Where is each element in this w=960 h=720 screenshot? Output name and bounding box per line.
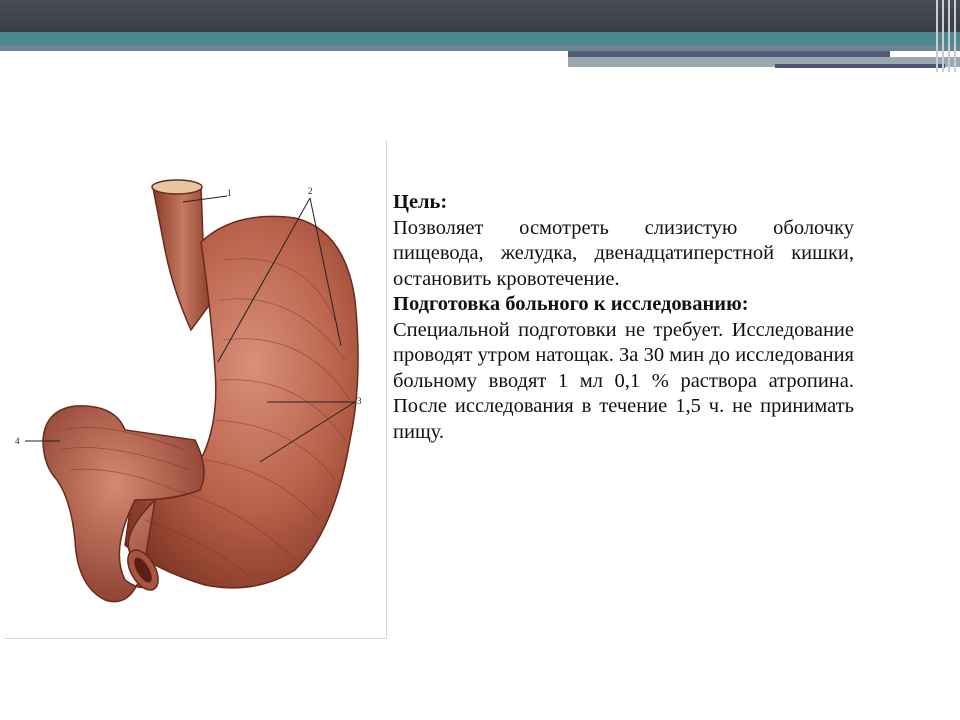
header-dark-bar (0, 0, 960, 32)
header-teal-bar (0, 32, 960, 45)
label-3: 3 (357, 396, 362, 406)
prep-heading: Подготовка больного к исследованию: (393, 293, 749, 315)
stomach-drawing (5, 140, 386, 638)
header-short-bar (775, 64, 945, 68)
prep-text: Специальной подготовки не требует. Исследование проводят утром натощак. За 30 мин до исследования больному вводят 1 мл 0,1 % раствора атропина. После исследования в течение 1,5 ч. не принимать пищу. (393, 318, 854, 443)
label-4: 4 (15, 436, 20, 446)
label-2: 2 (308, 186, 313, 196)
header-stripes (928, 0, 960, 72)
goal-heading: Цель: (393, 191, 448, 213)
label-1: 1 (227, 188, 232, 198)
body-text (393, 190, 854, 445)
goal-text: Позволяет осмотреть слизистую оболочку пищевода, желудка, двенадцатиперстной кишки, остановить кровотечение. (393, 216, 854, 290)
stomach-illustration (5, 140, 387, 639)
